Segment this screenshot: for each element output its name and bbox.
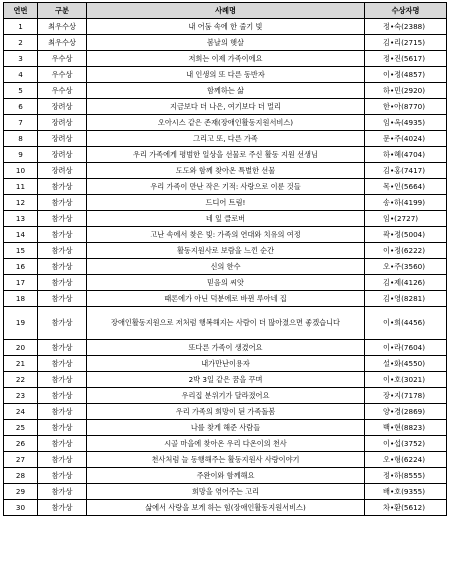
- row-case-name: 드디어 트림!: [87, 195, 365, 211]
- row-winner: 이•희(4456): [365, 307, 447, 340]
- row-number: 24: [4, 404, 38, 420]
- award-winners-table: [3, 2, 447, 516]
- table-row: [4, 115, 447, 131]
- row-number: 18: [4, 291, 38, 307]
- row-case-name: 함께하는 삶: [87, 83, 365, 99]
- table-row: [4, 19, 447, 35]
- row-category: 장려상: [38, 115, 87, 131]
- row-case-name: 봄날의 햇살: [87, 35, 365, 51]
- row-number: 26: [4, 436, 38, 452]
- table-row: [4, 211, 447, 227]
- table-row: [4, 404, 447, 420]
- row-category: 최우수상: [38, 35, 87, 51]
- row-category: 장려상: [38, 99, 87, 115]
- header-number: 연번: [4, 3, 38, 19]
- row-case-name: 내 인생의 또 다른 동반자: [87, 67, 365, 83]
- row-winner: 곽•정(5004): [365, 227, 447, 243]
- table-row: [4, 484, 447, 500]
- row-case-name: 우리 가족의 희망이 된 가족돌봄: [87, 404, 365, 420]
- row-winner: 문•주(4024): [365, 131, 447, 147]
- row-case-name: 우리 가족에게 평범한 일상을 선물로 주신 활동 지원 선생님: [87, 147, 365, 163]
- row-category: 장려상: [38, 147, 87, 163]
- row-number: 11: [4, 179, 38, 195]
- table-row: [4, 243, 447, 259]
- table-row: [4, 356, 447, 372]
- row-category: 참가상: [38, 307, 87, 340]
- table-row: [4, 275, 447, 291]
- row-category: 참가상: [38, 468, 87, 484]
- table-row: [4, 372, 447, 388]
- table-row: [4, 340, 447, 356]
- row-winner: 정•진(5617): [365, 51, 447, 67]
- table-body: [4, 19, 447, 516]
- row-winner: 한•아(8770): [365, 99, 447, 115]
- row-winner: 목•인(5664): [365, 179, 447, 195]
- table-row: [4, 83, 447, 99]
- header-winner: 수상자명: [365, 3, 447, 19]
- row-number: 16: [4, 259, 38, 275]
- row-case-name: 내 어둠 속에 한 줄기 빛: [87, 19, 365, 35]
- row-winner: 김•리(2715): [365, 35, 447, 51]
- row-winner: 정•숙(2388): [365, 19, 447, 35]
- row-category: 참가상: [38, 484, 87, 500]
- row-number: 7: [4, 115, 38, 131]
- row-category: 장려상: [38, 163, 87, 179]
- row-case-name: 장애인활동지원으로 저처럼 행복해지는 사람이 더 많아졌으면 좋겠습니다: [87, 307, 365, 340]
- row-category: 참가상: [38, 211, 87, 227]
- table-row: [4, 436, 447, 452]
- row-case-name: 시골 마을에 찾아온 우리 다온이의 천사: [87, 436, 365, 452]
- table-row: [4, 99, 447, 115]
- row-number: 22: [4, 372, 38, 388]
- table-row: [4, 452, 447, 468]
- row-category: 참가상: [38, 372, 87, 388]
- row-case-name: 천사처럼 늘 동행해주는 활동지원사 사랑이야기: [87, 452, 365, 468]
- row-category: 참가상: [38, 452, 87, 468]
- row-case-name: 네 잎 클로버: [87, 211, 365, 227]
- table-row: [4, 147, 447, 163]
- row-category: 우수상: [38, 83, 87, 99]
- table-row: [4, 388, 447, 404]
- table-row: [4, 420, 447, 436]
- row-case-name: 내가만난이용자: [87, 356, 365, 372]
- row-winner: 배•호(9355): [365, 484, 447, 500]
- row-number: 6: [4, 99, 38, 115]
- table-row: [4, 307, 447, 340]
- row-winner: 임•(2727): [365, 211, 447, 227]
- table-row: [4, 259, 447, 275]
- row-category: 참가상: [38, 195, 87, 211]
- table-header-row: [4, 3, 447, 19]
- row-category: 우수상: [38, 51, 87, 67]
- row-number: 15: [4, 243, 38, 259]
- row-number: 14: [4, 227, 38, 243]
- row-number: 25: [4, 420, 38, 436]
- row-category: 참가상: [38, 227, 87, 243]
- row-number: 29: [4, 484, 38, 500]
- row-case-name: 주완이와 함께해요: [87, 468, 365, 484]
- row-number: 30: [4, 500, 38, 516]
- row-winner: 양•경(2869): [365, 404, 447, 420]
- row-winner: 김•영(8281): [365, 291, 447, 307]
- row-winner: 임•옥(4935): [365, 115, 447, 131]
- row-number: 17: [4, 275, 38, 291]
- row-category: 장려상: [38, 131, 87, 147]
- row-number: 28: [4, 468, 38, 484]
- row-winner: 이•정(6222): [365, 243, 447, 259]
- row-case-name: 신의 한수: [87, 259, 365, 275]
- header-case-name: 사례명: [87, 3, 365, 19]
- row-case-name: 또다른 가족이 생겼어요: [87, 340, 365, 356]
- row-number: 10: [4, 163, 38, 179]
- row-case-name: 희망을 엮어주는 고리: [87, 484, 365, 500]
- row-category: 참가상: [38, 340, 87, 356]
- table-row: [4, 51, 447, 67]
- row-category: 참가상: [38, 420, 87, 436]
- row-winner: 차•환(5612): [365, 500, 447, 516]
- table-row: [4, 35, 447, 51]
- table-row: [4, 227, 447, 243]
- row-number: 23: [4, 388, 38, 404]
- row-winner: 정•하(8555): [365, 468, 447, 484]
- header-category: 구분: [38, 3, 87, 19]
- row-winner: 백•현(8823): [365, 420, 447, 436]
- row-category: 우수상: [38, 67, 87, 83]
- row-number: 3: [4, 51, 38, 67]
- row-category: 참가상: [38, 243, 87, 259]
- row-number: 27: [4, 452, 38, 468]
- row-case-name: 나를 찾게 해준 사람들: [87, 420, 365, 436]
- row-number: 20: [4, 340, 38, 356]
- row-winner: 하•민(2920): [365, 83, 447, 99]
- table-row: [4, 500, 447, 516]
- row-case-name: 지금보다 더 나은, 여기보다 더 멀리: [87, 99, 365, 115]
- row-winner: 장•지(7178): [365, 388, 447, 404]
- row-case-name: 오아시스 같은 존재(장애인활동지원서비스): [87, 115, 365, 131]
- row-winner: 오•주(3560): [365, 259, 447, 275]
- row-number: 13: [4, 211, 38, 227]
- table-row: [4, 163, 447, 179]
- row-case-name: 도도와 함께 찾아온 특별한 선물: [87, 163, 365, 179]
- table-row: [4, 468, 447, 484]
- row-winner: 송•하(4199): [365, 195, 447, 211]
- row-number: 21: [4, 356, 38, 372]
- row-winner: 이•호(3021): [365, 372, 447, 388]
- table-row: [4, 67, 447, 83]
- row-number: 5: [4, 83, 38, 99]
- row-category: 참가상: [38, 291, 87, 307]
- row-case-name: 삶에서 사랑을 보게 하는 힘(장애인활동지원서비스): [87, 500, 365, 516]
- row-number: 9: [4, 147, 38, 163]
- row-category: 참가상: [38, 275, 87, 291]
- row-case-name: 우리집 분위기가 달라졌어요: [87, 388, 365, 404]
- table-row: [4, 291, 447, 307]
- row-winner: 김•홍(7417): [365, 163, 447, 179]
- row-category: 참가상: [38, 436, 87, 452]
- row-number: 2: [4, 35, 38, 51]
- row-winner: 이•섭(3752): [365, 436, 447, 452]
- row-case-name: 우리 가족이 만난 작은 기적: 사랑으로 이룬 것들: [87, 179, 365, 195]
- row-case-name: 믿음의 씨앗: [87, 275, 365, 291]
- row-case-name: 2박 3일 같은 꿈을 꾸며: [87, 372, 365, 388]
- table-row: [4, 131, 447, 147]
- row-case-name: 활동지원사로 보람을 느낀 순간: [87, 243, 365, 259]
- row-number: 12: [4, 195, 38, 211]
- row-category: 참가상: [38, 259, 87, 275]
- award-table-container: [3, 2, 447, 516]
- row-category: 참가상: [38, 388, 87, 404]
- row-number: 4: [4, 67, 38, 83]
- row-winner: 하•혜(4704): [365, 147, 447, 163]
- row-winner: 김•제(4126): [365, 275, 447, 291]
- table-row: [4, 179, 447, 195]
- row-case-name: 때론에가 아닌 덕분에로 바뀐 루아네 집: [87, 291, 365, 307]
- row-case-name: 그리고 또, 다른 가족: [87, 131, 365, 147]
- row-category: 참가상: [38, 179, 87, 195]
- row-category: 참가상: [38, 356, 87, 372]
- row-winner: 설•화(4550): [365, 356, 447, 372]
- row-case-name: 고난 속에서 찾은 빛: 가족의 연대와 치유의 여정: [87, 227, 365, 243]
- row-winner: 이•라(7604): [365, 340, 447, 356]
- table-row: [4, 195, 447, 211]
- row-category: 참가상: [38, 404, 87, 420]
- row-winner: 이•정(4857): [365, 67, 447, 83]
- row-number: 19: [4, 307, 38, 340]
- row-winner: 오•형(6224): [365, 452, 447, 468]
- row-number: 8: [4, 131, 38, 147]
- row-number: 1: [4, 19, 38, 35]
- row-category: 참가상: [38, 500, 87, 516]
- row-case-name: 저희는 이제 가족이에요: [87, 51, 365, 67]
- row-category: 최우수상: [38, 19, 87, 35]
